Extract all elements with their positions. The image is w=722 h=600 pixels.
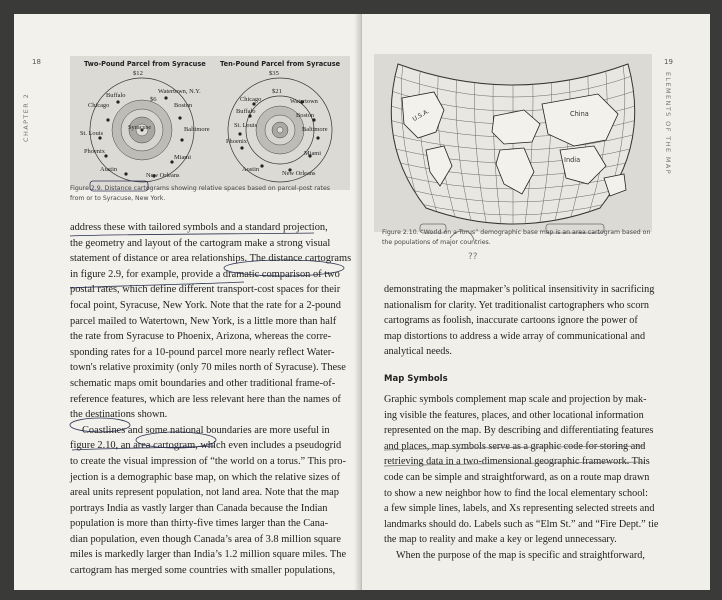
caption-line: Figure 2.10. “World on a Torus” demographic base map is an area cartogram based on <box>382 229 651 236</box>
text-line: parcel mailed to Watertown, New York, is a little more than half <box>70 315 337 327</box>
text-line: to show a new neighbor how to find the local elementary school: <box>384 487 648 499</box>
text-line: Graphic symbols complement map scale and projection by mak- <box>384 394 647 405</box>
city-label: St. Louis <box>80 130 104 137</box>
text-line: the geometry and layout of the cartogram make a strong visual <box>70 237 331 249</box>
map-label: China <box>570 110 589 118</box>
city-label: New Orleans <box>282 170 316 177</box>
caption-rest: from or to Syracuse, New York. <box>70 194 166 202</box>
text-line: jection is a demographic base map, on which the relative sizes of <box>70 471 341 483</box>
text-line: dian population, even though Canada’s area of 3.8 million square <box>70 533 341 545</box>
text-line: areal units represent population, not land area. Note that the map <box>70 487 339 499</box>
text-line: nationalism for clarity. Yet traditionalist cartographers who scorn <box>384 299 649 311</box>
map-label: India <box>564 156 581 164</box>
text-line: cartogram has merged some countries with smaller populations, <box>70 565 336 577</box>
city-label: Austin <box>242 166 260 173</box>
text-line: ing visible the features, places, and other locational information <box>384 409 644 421</box>
text-line: figure 2.10, an area cartogram, which even includes a pseudogrid <box>70 440 342 452</box>
city-label: Phoenix <box>226 138 247 145</box>
text-line: code can be simple and straightforward, as on a route map drawn <box>384 471 650 483</box>
city-label: Boston <box>174 102 193 109</box>
text-line: schematic maps omit boundaries and other traditional frame-of- <box>70 377 336 389</box>
map-label: U.S.A. <box>411 107 431 124</box>
text-line: address these with tailored symbols and a standard projection, <box>70 222 328 233</box>
text-line: to create the visual impression of “the world on a torus.” This pro- <box>70 455 346 467</box>
city-label: Baltimore <box>184 126 210 133</box>
page-number: 18 <box>32 58 41 66</box>
city-label: Chicago <box>240 96 262 103</box>
ink-annotations <box>14 14 360 590</box>
city-label: Watertown <box>290 98 318 105</box>
text-line: the destinations shown. <box>70 409 168 421</box>
caption-line: the populations of major countries. <box>382 238 491 246</box>
text-line: population is more than thirty-five times larger than the Cana- <box>70 518 329 530</box>
caption-rest: showing relative spaces based on parcel-post rates <box>171 185 331 192</box>
handwritten-annotation: ?? <box>468 252 478 262</box>
text-line: When the purpose of the map is specific and straightforward, <box>396 549 645 561</box>
text-line: in figure 2.9, for example, provide a dramatic comparison of two <box>70 268 340 280</box>
running-head: CHAPTER 2 <box>22 92 30 142</box>
city-label: Miami <box>174 154 192 161</box>
text-line: demonstrating the mapmaker’s political insensitivity in sacrificing <box>384 284 655 295</box>
center-label: Syracuse <box>128 124 152 131</box>
section-heading: Map Symbols <box>384 374 448 384</box>
caption-term: Distance cartograms <box>104 185 170 192</box>
left-page <box>14 14 360 590</box>
city-label: Miami <box>304 150 322 157</box>
text-line: map distortions to address a wide array of communicational and <box>384 330 646 342</box>
panel-title: Ten-Pound Parcel from Syracuse <box>220 60 341 68</box>
city-label: St. Louis <box>234 122 258 129</box>
city-label: Phoenix <box>84 148 105 155</box>
ring-inner-label: $6 <box>150 96 157 103</box>
pencil-annotations <box>362 14 710 590</box>
panel-title: Two-Pound Parcel from Syracuse <box>84 60 206 68</box>
ring-label: $12 <box>133 70 143 77</box>
text-line: portrays India as vastly larger than Canada because the Indian <box>70 502 328 514</box>
text-line: cartograms as foolish, inaccurate cartoons ignore the power of <box>384 315 638 327</box>
text-line: retrieving data in a two-dimensional geographic framework. This <box>384 456 650 468</box>
city-label: Chicago <box>88 102 110 109</box>
page-number: 19 <box>664 58 673 66</box>
text-line: the rate from Syracuse to Phoenix, Arizona, whereas the corre- <box>70 331 332 343</box>
text-line: focal point, Syracuse, New York. Note that the rate for a 2-pound <box>70 299 341 311</box>
right-page <box>362 14 710 590</box>
caption-prefix: Figure 2.9. <box>70 185 103 192</box>
city-label: Boston <box>296 112 315 119</box>
city-label: New Orleans <box>146 172 180 179</box>
text-line: reference features, which are less relevant here than the names of <box>70 393 341 405</box>
book-spread <box>14 14 710 590</box>
text-line: sponding rates for a 10-pound parcel more nearly reflect Water- <box>70 346 335 358</box>
text-line: Coastlines and some national boundaries are more useful in <box>82 424 330 436</box>
text-line: represented on the map. By describing and differentiating features <box>384 425 654 437</box>
text-line: the map to reality and make a key or legend unnecessary. <box>384 534 617 546</box>
city-label: Buffalo <box>106 92 126 99</box>
text-line: postal rates, which define different transport-cost spaces for their <box>70 284 341 296</box>
city-label: Buffalo <box>236 108 256 115</box>
text-line: statement of distance or area relationships. The distance cartograms <box>70 253 352 265</box>
city-label: Austin <box>100 166 118 173</box>
running-head: ELEMENTS OF THE MAP <box>664 72 672 176</box>
city-label: Baltimore <box>302 126 328 133</box>
ring-inner-label: $21 <box>272 88 282 95</box>
ring-label: $35 <box>269 70 279 77</box>
city-label: Watertown, N.Y. <box>158 88 201 95</box>
text-line: and places, map symbols serve as a graphic code for storing and <box>384 440 646 452</box>
text-line: analytical needs. <box>384 346 452 358</box>
text-line: miles is markedly larger than India’s 1.2 million square miles. The <box>70 549 347 561</box>
text-line: a few simple lines, labels, and Xs representing selected streets and <box>384 503 655 515</box>
text-line: town's relative proximity (only 70 miles north of Syracuse). These <box>70 362 346 374</box>
text-line: landmarks should do. Labels such as “Elm St.” and “Fire Dept.” tie <box>384 518 659 530</box>
